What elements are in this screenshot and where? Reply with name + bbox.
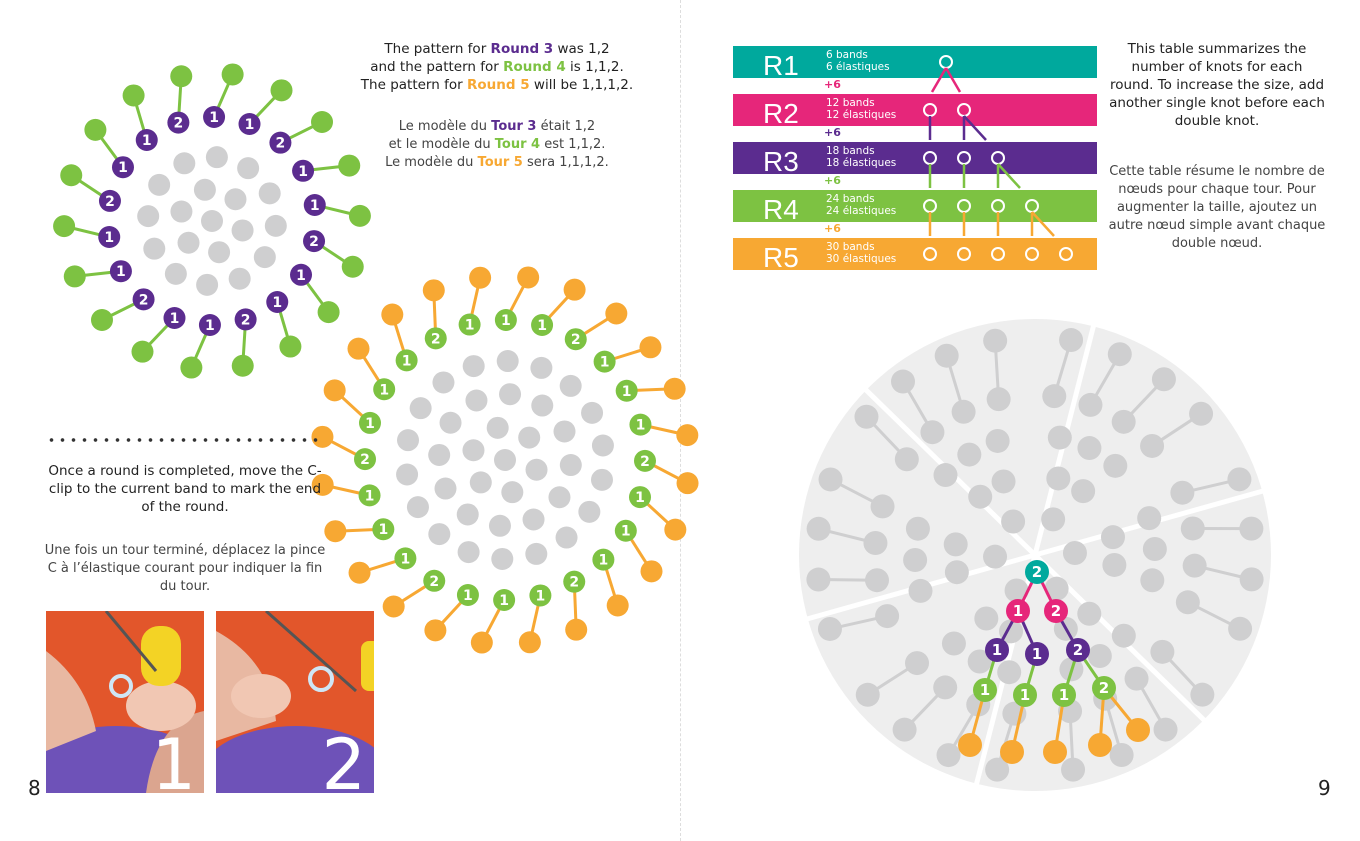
knot-number: 2 xyxy=(569,574,580,591)
round-increment: +6 xyxy=(824,222,841,235)
grey-knot xyxy=(1103,454,1127,478)
round-increment: +6 xyxy=(824,174,841,187)
grey-knot xyxy=(1063,541,1087,565)
grey-knot xyxy=(1143,537,1167,561)
knot-number: 1 xyxy=(463,588,473,605)
grey-knot xyxy=(920,420,944,444)
grey-knot xyxy=(1077,602,1101,626)
band-count-en: 30 bands xyxy=(826,241,875,253)
grey-knot xyxy=(1101,525,1125,549)
band-end-knot xyxy=(891,370,915,394)
knot-number: 2 xyxy=(309,234,319,251)
grey-knot xyxy=(986,429,1010,453)
round-increment: +6 xyxy=(824,126,841,139)
grey-knot xyxy=(957,443,981,467)
knot-number: 2 xyxy=(429,573,440,590)
grey-knot xyxy=(968,485,992,509)
grey-knot xyxy=(909,579,933,603)
band-end-knot xyxy=(1227,467,1251,491)
knot-number: 1 xyxy=(500,313,511,330)
band-count-fr: 6 élastiques xyxy=(826,61,890,73)
round-label: R5 xyxy=(763,242,799,273)
band-count-en: 24 bands xyxy=(826,193,875,205)
grey-knot xyxy=(1150,640,1174,664)
grey-knot xyxy=(1001,510,1025,534)
grey-knot xyxy=(1042,384,1066,408)
round-increment: +6 xyxy=(824,78,841,91)
knot-number: 1 xyxy=(979,681,991,699)
grey-knot xyxy=(1041,507,1065,531)
knot-number: 2 xyxy=(275,135,286,152)
grey-knot xyxy=(865,568,889,592)
knot-number: 1 xyxy=(400,551,411,568)
orange-end-knot xyxy=(958,733,982,757)
band-end-knot xyxy=(1228,617,1252,641)
knot-number: 1 xyxy=(272,294,283,311)
round-label: R1 xyxy=(763,50,799,81)
clip-text-en: Once a round is completed, move the C-clip to the current band to mark the end of the round. xyxy=(48,463,322,515)
knot-number: 1 xyxy=(378,522,389,539)
band-end-knot xyxy=(1240,567,1264,591)
band-end-knot xyxy=(1110,743,1134,767)
grey-knot xyxy=(933,675,957,699)
knot-number: 2 xyxy=(173,115,184,132)
knot-number: 1 xyxy=(401,353,412,370)
knot-number: 2 xyxy=(1031,563,1043,581)
band-end-knot xyxy=(1152,367,1176,391)
grey-knot xyxy=(934,463,958,487)
band-count-en: 18 bands xyxy=(826,145,875,157)
grey-knot xyxy=(1088,644,1112,668)
grey-knot xyxy=(942,631,966,655)
band-end-knot xyxy=(854,405,878,429)
round-label: R3 xyxy=(763,146,799,177)
grey-knot xyxy=(903,548,927,572)
knot-number: 1 xyxy=(1058,686,1070,704)
knot-number: 1 xyxy=(635,490,645,507)
band-end-knot xyxy=(1059,328,1083,352)
pattern-text-en: The pattern for Round 3 was 1,2 and the pattern for Round 4 is 1,1,2. The pattern for Round 5 will be 1,1,1,2. xyxy=(360,41,634,93)
knot-number: 2 xyxy=(1098,679,1110,697)
grey-knot xyxy=(1140,568,1164,592)
knot-number: 1 xyxy=(1019,686,1031,704)
knot-number: 1 xyxy=(1012,602,1024,620)
knot-number: 1 xyxy=(499,592,510,609)
knot-number: 2 xyxy=(240,312,251,329)
grey-knot xyxy=(871,494,895,518)
knot-number: 1 xyxy=(298,163,308,180)
knot-number: 2 xyxy=(640,453,650,470)
grey-knot xyxy=(1181,516,1205,540)
grey-knot xyxy=(952,400,976,424)
knot-number: 1 xyxy=(464,317,475,334)
photo-label-2: 2 xyxy=(321,724,366,793)
grey-knot xyxy=(1170,481,1194,505)
band-count-fr: 24 élastiques xyxy=(826,205,897,217)
round-label: R4 xyxy=(763,194,799,225)
grey-knot xyxy=(997,660,1021,684)
knot-number: 1 xyxy=(1031,645,1043,663)
orange-end-knot xyxy=(1088,733,1112,757)
orange-end-knot xyxy=(1126,718,1150,742)
page-number-right: 9 xyxy=(1318,776,1331,800)
summary-text-fr: Cette table résume le nombre de nœuds pour chaque tour. Pour augmenter la taille, ajoutez un autre nœud simple avant chaque double nœud. xyxy=(1108,164,1326,251)
grey-knot xyxy=(1102,553,1126,577)
grey-knot xyxy=(1077,436,1101,460)
knot-number: 1 xyxy=(379,382,390,399)
grey-knot xyxy=(1176,590,1200,614)
summary-text-en: This table summarizes the number of knots for each round. To increase the size, add another single knot before each double knot. xyxy=(1109,41,1325,129)
band-count-fr: 12 élastiques xyxy=(826,109,897,121)
knot-number: 1 xyxy=(244,116,255,133)
band-end-knot xyxy=(935,344,959,368)
band-end-knot xyxy=(1190,683,1214,707)
knot-number: 1 xyxy=(537,317,547,334)
page-number-left: 8 xyxy=(28,776,41,800)
clip-text-fr: Une fois un tour terminé, déplacez la pince C à l’élastique courant pour indiquer la fin du tour. xyxy=(44,543,326,594)
grey-knot xyxy=(1112,410,1136,434)
grey-knot xyxy=(1071,479,1095,503)
band-end-knot xyxy=(856,683,880,707)
grey-knot xyxy=(1140,434,1164,458)
knot-number: 1 xyxy=(620,523,631,540)
orange-end-knot xyxy=(1000,740,1024,764)
grey-knot xyxy=(863,531,887,555)
grey-knot xyxy=(987,387,1011,411)
band-end-knot xyxy=(807,517,831,541)
knot-number: 1 xyxy=(598,552,609,569)
grey-knot xyxy=(1125,667,1149,691)
knot-number: 1 xyxy=(205,317,215,334)
knot-number: 1 xyxy=(209,110,219,127)
grey-knot xyxy=(1183,554,1207,578)
knot-number: 1 xyxy=(116,264,126,281)
grey-knot xyxy=(974,606,998,630)
band-end-knot xyxy=(806,568,830,592)
knot-number: 1 xyxy=(309,197,320,214)
band-end-knot xyxy=(1154,718,1178,742)
band-end-knot xyxy=(1239,517,1263,541)
grey-knot xyxy=(1078,393,1102,417)
grey-knot xyxy=(983,545,1007,569)
round-label: R2 xyxy=(763,98,799,129)
knot-number: 1 xyxy=(169,311,180,328)
knot-number: 2 xyxy=(360,452,370,469)
pattern-text-fr: Le modèle du Tour 3 était 1,2 et le modèle du Tour 4 est 1,1,2. Le modèle du Tour 5 sera 1,1,1,2. xyxy=(385,119,609,170)
grey-knot xyxy=(906,517,930,541)
knot-number: 2 xyxy=(1072,641,1084,659)
grey-knot xyxy=(875,604,899,628)
knot-number: 2 xyxy=(105,193,115,210)
grey-knot xyxy=(1137,506,1161,530)
grey-knot xyxy=(1048,426,1072,450)
band-end-knot xyxy=(937,743,961,767)
knot-number: 2 xyxy=(1050,602,1062,620)
grey-knot xyxy=(1046,466,1070,490)
knot-number: 1 xyxy=(621,383,632,400)
knot-number: 1 xyxy=(364,488,375,505)
knot-number: 1 xyxy=(599,354,610,371)
knot-number: 1 xyxy=(991,641,1003,659)
grey-knot xyxy=(1112,624,1136,648)
band-count-fr: 30 élastiques xyxy=(826,253,897,265)
grey-knot xyxy=(905,651,929,675)
band-count-fr: 18 élastiques xyxy=(826,157,897,169)
knot-number: 1 xyxy=(365,415,375,432)
band-count-en: 6 bands xyxy=(826,49,868,61)
band-end-knot xyxy=(983,329,1007,353)
knot-number: 2 xyxy=(570,332,581,349)
knot-number: 2 xyxy=(430,331,441,348)
band-count-en: 12 bands xyxy=(826,97,875,109)
grey-knot xyxy=(992,469,1016,493)
band-end-knot xyxy=(893,718,917,742)
band-end-knot xyxy=(1108,342,1132,366)
grey-knot xyxy=(895,447,919,471)
knot-number: 1 xyxy=(535,588,546,605)
knot-number: 1 xyxy=(635,417,646,434)
band-end-knot xyxy=(1061,758,1085,782)
grey-knot xyxy=(945,560,969,584)
knot-number: 1 xyxy=(296,267,306,284)
band-end-knot xyxy=(818,617,842,641)
band-end-knot xyxy=(1189,402,1213,426)
knot-number: 1 xyxy=(141,133,152,150)
grey-knot xyxy=(944,532,968,556)
photo-label-1: 1 xyxy=(151,724,196,793)
knot-number: 1 xyxy=(104,230,115,247)
knot-number: 1 xyxy=(118,160,128,177)
band-end-knot xyxy=(819,467,843,491)
knot-number: 2 xyxy=(138,292,149,309)
orange-end-knot xyxy=(1043,740,1067,764)
